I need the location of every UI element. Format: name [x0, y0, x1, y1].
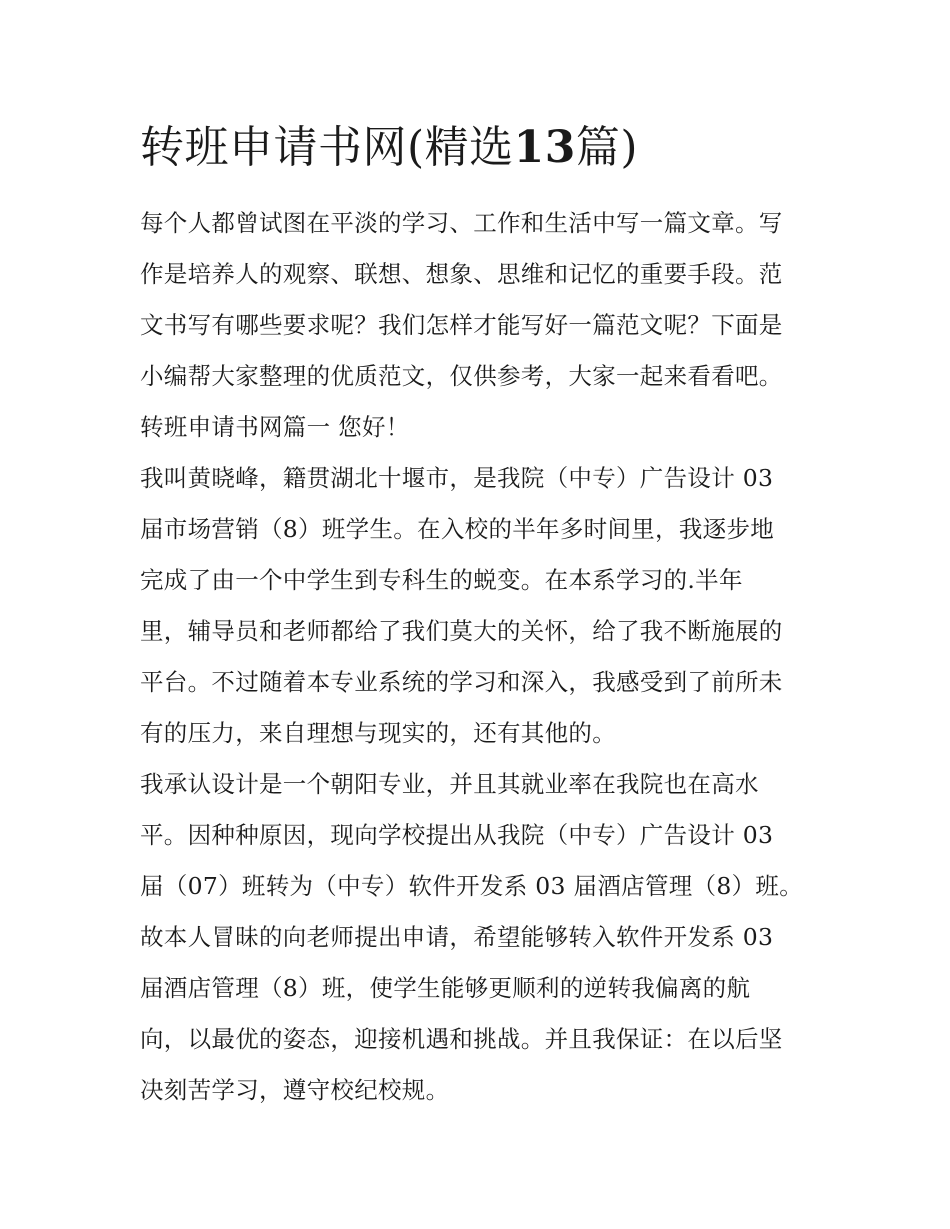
body-line: 作是培养人的观察、联想、想象、思维和记忆的重要手段。范 [140, 260, 783, 288]
body-line: 届酒店管理（8）班，使学生能够更顺利的逆转我偏离的航 [140, 974, 751, 1002]
section-heading-line: 转班申请书网篇一 您好！ [140, 413, 410, 441]
body-line: 完成了由一个中学生到专科生的蜕变。在本系学习的.半年 [140, 566, 743, 594]
body-line: 故本人冒昧的向老师提出申请，希望能够转入软件开发系 03 [140, 923, 774, 951]
document-body [140, 198, 812, 1116]
body-line: 决刻苦学习，遵守校纪校规。 [140, 1076, 450, 1104]
body-line: 向，以最优的姿态，迎接机遇和挑战。并且我保证：在以后坚 [140, 1025, 783, 1053]
body-line: 平台。不过随着本专业系统的学习和深入，我感受到了前所未 [140, 668, 783, 696]
title-number: 13 [513, 122, 576, 173]
body-line: 届（07）班转为（中专）软件开发系 03 届酒店管理（8）班。 [140, 872, 803, 900]
title-tail-text: 篇) [575, 122, 639, 173]
title-main-text: 转班申请书网(精选 [140, 122, 514, 173]
body-line: 我叫黄晓峰，籍贯湖北十堰市，是我院（中专）广告设计 03 [140, 464, 774, 492]
body-line: 平。因种种原因，现向学校提出从我院（中专）广告设计 03 [140, 821, 774, 849]
body-line: 我承认设计是一个朝阳专业，并且其就业率在我院也在高水 [140, 770, 759, 798]
body-line: 文书写有哪些要求呢？我们怎样才能写好一篇范文呢？下面是 [140, 311, 783, 339]
page-title [140, 112, 840, 184]
body-line: 届市场营销（8）班学生。在入校的半年多时间里，我逐步地 [140, 515, 775, 543]
body-line: 里，辅导员和老师都给了我们莫大的关怀，给了我不断施展的 [140, 617, 783, 645]
body-line: 小编帮大家整理的优质范文，仅供参考，大家一起来看看吧。 [140, 362, 783, 390]
body-line: 有的压力，来自理想与现实的，还有其他的。 [140, 719, 616, 747]
body-line: 每个人都曾试图在平淡的学习、工作和生活中写一篇文章。写 [140, 209, 783, 237]
